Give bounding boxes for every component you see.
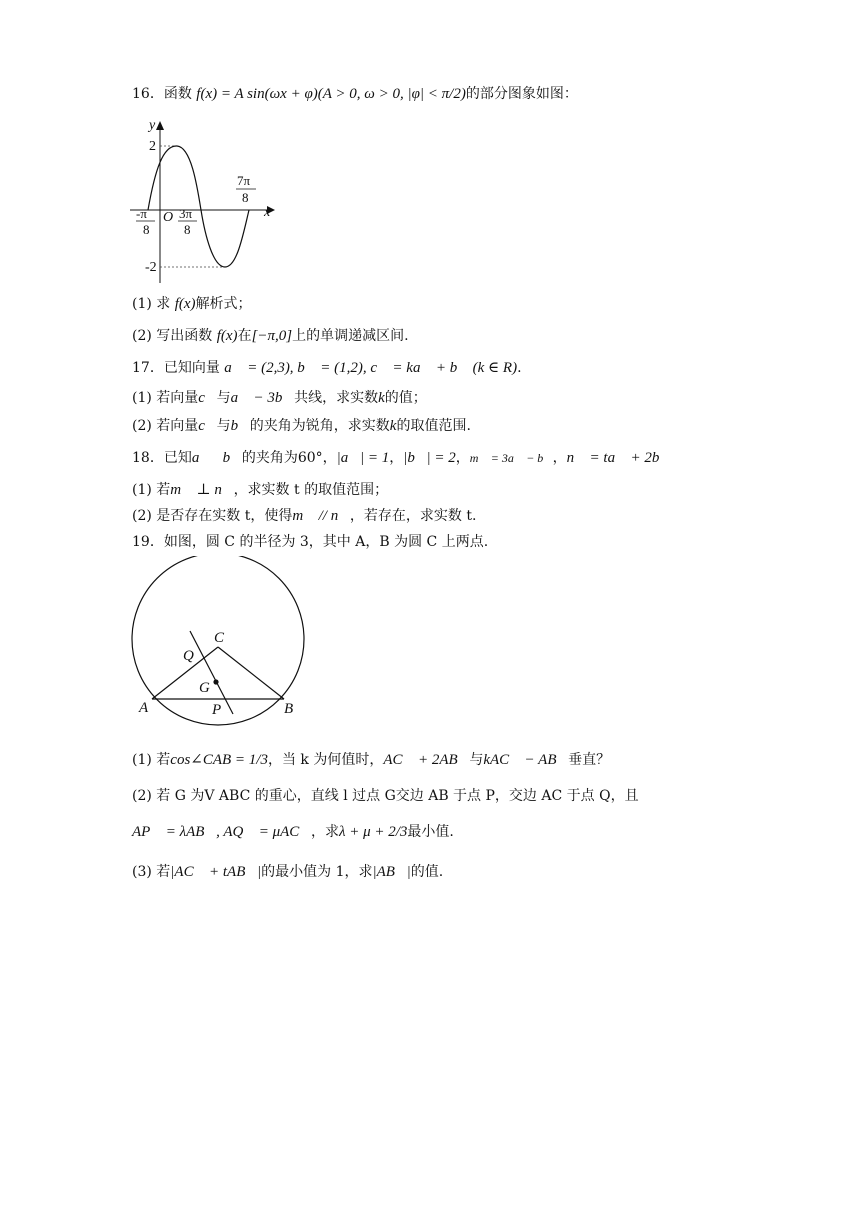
q16-tick-3pi-den: 8 (184, 222, 191, 237)
q16-tick-neg-den: 8 (143, 222, 150, 237)
q18-text2: 的夹角为 (241, 450, 298, 466)
q17-part2-label: (2) 若向量 (132, 418, 199, 434)
q19-segment-bc (218, 647, 284, 699)
q16-function-formula: f(x) = A sin(ωx + φ)(A > 0, ω > 0, |φ| < π/2) (196, 86, 466, 102)
q16-part2-text: 上的单调递减区间. (292, 328, 409, 344)
q16-part2-interval: [−π,0] (251, 328, 293, 344)
q19-part1-and: 与 (469, 752, 484, 768)
q16-part1-text: 解析式； (195, 296, 252, 312)
q17-part1 (132, 388, 427, 408)
q16-tick-7pi-den: 8 (242, 190, 249, 205)
q19-part3-label: (3) 若 (132, 864, 171, 880)
q19-statement (132, 532, 488, 552)
q17-part1-mid: 与 (216, 390, 231, 406)
q16-part2-fx: f(x) (216, 328, 238, 344)
q19-part2-post: 最小值. (407, 824, 454, 840)
q18-sep-4: ， (552, 450, 567, 466)
q18-part2-text: ，若存在，求实数 t. (349, 508, 477, 524)
q19-part1-label: (1) 若 (132, 752, 171, 768)
q17-part1-text: 共线，求实数 (294, 390, 379, 406)
q19-text: 如图，圆 C 的半径为 3，其中 A，B 为圆 C 上两点. (163, 534, 489, 550)
q17-text: 已知向量 (163, 360, 220, 376)
q19-part2-text: (2) 若 G 为V ABC 的重心，直线 l 过点 G交边 AB 于点 P，交边 AC 于点 Q，且 (132, 788, 639, 804)
q19-label-c: C (214, 630, 225, 646)
q16-number: 16． (132, 86, 164, 102)
q19-part3 (132, 862, 443, 882)
q19-part1 (132, 750, 610, 770)
q16-origin-label: O (163, 210, 174, 225)
q16-min-label: -2 (145, 260, 157, 275)
q17-part1-k: k (378, 390, 385, 406)
q19-number: 19． (132, 534, 164, 550)
q18-ab: a⃗，b⃗ (191, 450, 242, 466)
q17-part2-mid: 与 (216, 418, 231, 434)
q18-statement (132, 448, 671, 468)
q17-number: 17． (132, 360, 164, 376)
q17-vectors-formula: a⃗ = (2,3), b⃗ = (1,2), c⃗ = ka⃗ + b⃗ (k ∈ R) (224, 360, 518, 376)
q18-sep-1: ， (322, 450, 337, 466)
q16-tick-neg-num: -π (136, 206, 147, 221)
q19-part1-v2: kAC⃗ − AB⃗ (483, 752, 569, 768)
q19-part3-expr: |AC⃗ + tAB⃗| (170, 864, 262, 880)
q19-label-p: P (212, 702, 222, 718)
q16-statement (132, 84, 578, 104)
q17-part2-c: c⃗ (198, 418, 217, 434)
q16-part1-fx: f(x) (174, 296, 196, 312)
q19-part1-cos: cos∠CAB = 1/3 (170, 752, 268, 768)
q18-part1 (132, 480, 388, 500)
q19-part2-formula-line (132, 822, 454, 842)
q19-label-q: Q (183, 648, 194, 664)
q16-part1 (132, 294, 252, 314)
q18-part2-label: (2) 是否存在实数 t，使得 (132, 508, 293, 524)
q19-part2-mid: ，求 (310, 824, 339, 840)
q19-label-b: B (284, 701, 294, 717)
q19-part1-v1: AC⃗ + 2AB⃗ (383, 752, 470, 768)
q17-part2-text: 的夹角为锐角，求实数 (249, 418, 390, 434)
q19-label-g: G (199, 680, 210, 696)
q19-circle-figure (126, 556, 326, 726)
q19-part2 (132, 786, 639, 806)
q16-text: 函数 (163, 86, 192, 102)
q19-part2-expr: λ + μ + 2/3 (338, 824, 408, 840)
q19-part3-ab: |AB⃗| (372, 864, 411, 880)
q16-max-label: 2 (149, 139, 156, 154)
q18-part1-relation: m⃗ ⊥ n⃗ (170, 482, 234, 498)
q19-label-a: A (139, 700, 149, 716)
q17-period: . (517, 360, 522, 376)
q16-y-label: y (149, 118, 156, 133)
q18-m-def: m⃗ = 3a⃗ − b⃗ (469, 451, 553, 465)
q18-number: 18． (132, 450, 164, 466)
q18-angle: 60° (297, 450, 323, 466)
q19-point-g (213, 679, 218, 684)
q16-x-label: x (264, 205, 271, 220)
q17-part1-label: (1) 若向量 (132, 390, 199, 406)
q19-part3-mid: 的最小值为 1，求 (261, 864, 373, 880)
q17-part1-vector: a⃗ − 3b⃗ (230, 390, 295, 406)
q17-part1-c: c⃗ (198, 390, 217, 406)
q19-part2-formula: AP⃗ = λAB⃗, AQ⃗ = μAC⃗ (132, 824, 311, 840)
q16-curve (148, 146, 249, 267)
q18-part1-label: (1) 若 (132, 482, 171, 498)
q17-part2-b: b⃗ (230, 418, 250, 434)
q18-part2 (132, 506, 476, 526)
q19-part1-text: 垂直？ (568, 752, 611, 768)
q17-part2-end: 的取值范围. (396, 418, 471, 434)
q18-sep-2: ， (389, 450, 404, 466)
q16-text-end: 的部分图象如图： (465, 86, 578, 102)
q16-part2 (132, 326, 409, 346)
q17-part2 (132, 416, 471, 436)
q18-sep-3: ， (455, 450, 470, 466)
q18-part2-relation: m⃗ // n⃗ (292, 508, 350, 524)
q16-part1-label: (1) 求 (132, 296, 175, 312)
q16-sine-graph (125, 115, 285, 285)
q19-part3-post: 的值. (410, 864, 444, 880)
q17-statement (132, 358, 522, 378)
q16-tick-3pi-num: 3π (179, 206, 193, 221)
q18-mod-a: |a⃗| = 1 (336, 450, 390, 466)
q19-part1-mid: ，当 k 为何值时， (267, 752, 384, 768)
q16-part2-label: (2) 写出函数 (132, 328, 217, 344)
q17-part1-end: 的值； (384, 390, 427, 406)
q18-text: 已知 (163, 450, 192, 466)
q18-mod-b: |b⃗| = 2 (403, 450, 456, 466)
q18-part1-text: ，求实数 t 的取值范围； (233, 482, 389, 498)
q16-part2-mid: 在 (237, 328, 252, 344)
q18-n-def: n⃗ = ta⃗ + 2b⃗ (566, 450, 672, 466)
q17-part2-k: k (389, 418, 397, 434)
q16-tick-7pi-num: 7π (237, 173, 251, 188)
